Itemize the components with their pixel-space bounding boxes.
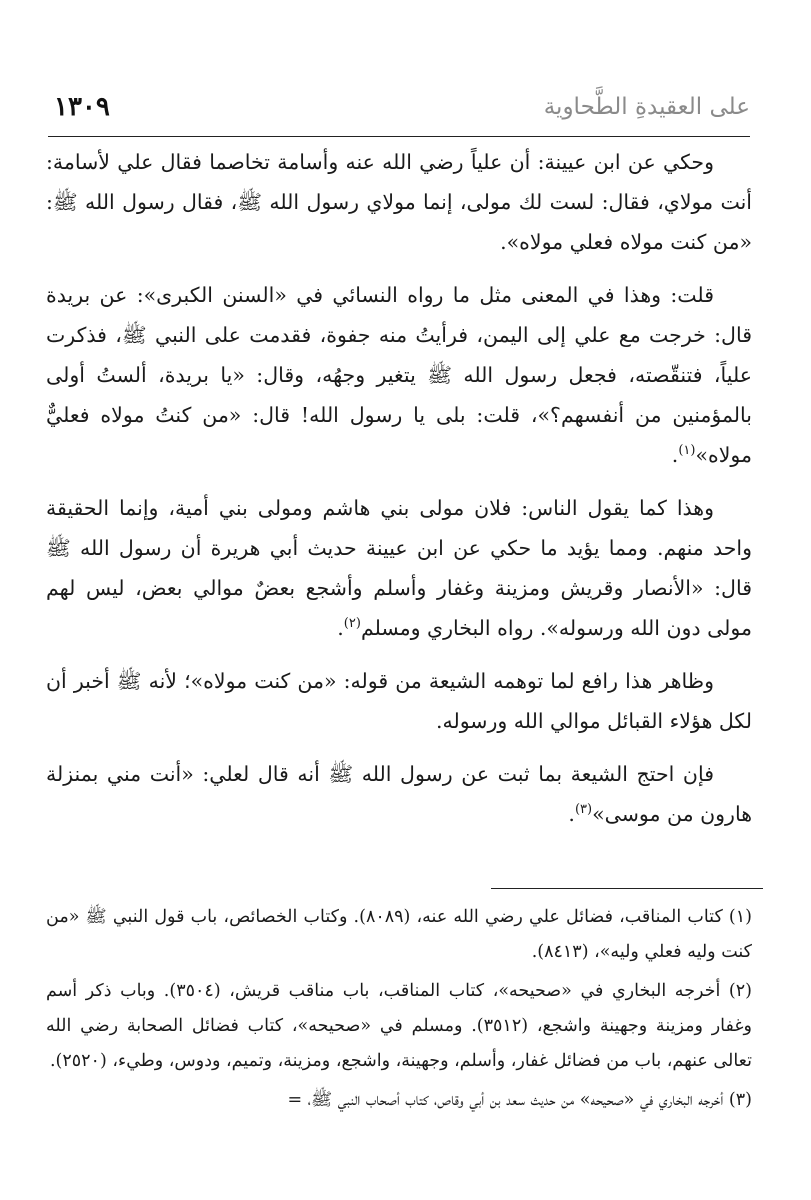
main-text bbox=[46, 142, 752, 847]
paragraph bbox=[46, 142, 752, 262]
footnote: (٣) أخرجه البخاري في «صحيحه» من حديث سعد بن أبي وقاص، كتاب أصحاب النبي ﷺ، = bbox=[287, 1090, 752, 1110]
paragraph-text: وهذا كما يقول الناس: فلان مولى بني هاشم ومولى بني أمية، وإنما الحقيقة واحد منهم. ومما يؤيد ما حكي عن ابن عيينة حديث أبي هريرة أن رسول الله ﷺ قال: «الأنصار وقريش ومزينة وغفار وأسلم وأشجع بعضٌ موالي بعض، ليس لهم مولى دون الله ورسوله». رواه البخاري ومسلم bbox=[46, 496, 752, 640]
paragraph-text: قلت: وهذا في المعنى مثل ما رواه النسائي في «السنن الكبرى»: عن بريدة قال: خرجت مع علي إلى اليمن، فرأيتُ منه جفوة، فقدمت على النبي ﷺ، فذكرت علياً، فتنقّصته، فجعل رسول الله ﷺ يتغير وجهُه، وقال: «يا بريدة، ألستُ أولى بالمؤمنين من أنفسهم؟»، قلت: بلى يا رسول الله! قال: «من كنتُ مولاه فعليٌّ مولاه» bbox=[46, 283, 752, 467]
paragraph-text: وظاهر هذا رافع لما توهمه الشيعة من قوله: «من كنت مولاه»؛ لأنه ﷺ أخبر أن لكل هؤلاء القبائل موالي الله ورسوله. bbox=[46, 669, 752, 733]
paragraph bbox=[46, 661, 752, 741]
footnote-divider bbox=[491, 888, 763, 889]
paragraph bbox=[46, 488, 752, 648]
paragraph-end: . bbox=[568, 802, 575, 826]
paragraph-end: . bbox=[671, 443, 679, 467]
footnote-ref: (٣) bbox=[574, 802, 593, 818]
page-header bbox=[48, 92, 750, 137]
footnote: (٢) أخرجه البخاري في «صحيحه»، كتاب المناقب، باب مناقب قريش، (٣٥٠٤). وباب ذكر أسم وغفار ومزينة وجهينة واشجع، (٣٥١٢). ومسلم في «صحيحه»، كتاب فضائل الصحابة رضي الله تعالى عنهم، باب من فضائل غفار، وأسلم، وجهينة، واشجع، ومزينة، وتميم، ودوس، وطيء، (٢٥٢٠). bbox=[46, 981, 752, 1071]
paragraph bbox=[46, 275, 752, 475]
footnotes bbox=[46, 900, 752, 1122]
paragraph-text: وحكي عن ابن عيينة: أن علياً رضي الله عنه وأسامة تخاصما فقال علي لأسامة: أنت مولاي، فقال: لست لك مولى، إنما مولاي رسول الله ﷺ، فقال رسول الله ﷺ: «من كنت مولاه فعلي مولاه». bbox=[46, 150, 752, 254]
footnote-ref: (١) bbox=[678, 443, 696, 459]
footnote: (١) كتاب المناقب، فضائل علي رضي الله عنه، (٨٠٨٩). وكتاب الخصائص، باب قول النبي ﷺ «من كنت وليه فعلي وليه»، (٨٤١٣). bbox=[46, 907, 752, 962]
footnote-ref: (٢) bbox=[343, 616, 361, 632]
running-title: على العقيدةِ الطَّحاوية bbox=[543, 94, 750, 120]
paragraph-end: . bbox=[337, 616, 344, 640]
paragraph bbox=[46, 754, 752, 834]
paragraph-text: فإن احتج الشيعة بما ثبت عن رسول الله ﷺ أنه قال لعلي: «أنت مني بمنزلة هارون من موسى» bbox=[46, 762, 752, 826]
page-number: ١٣٠٩ bbox=[54, 92, 110, 122]
